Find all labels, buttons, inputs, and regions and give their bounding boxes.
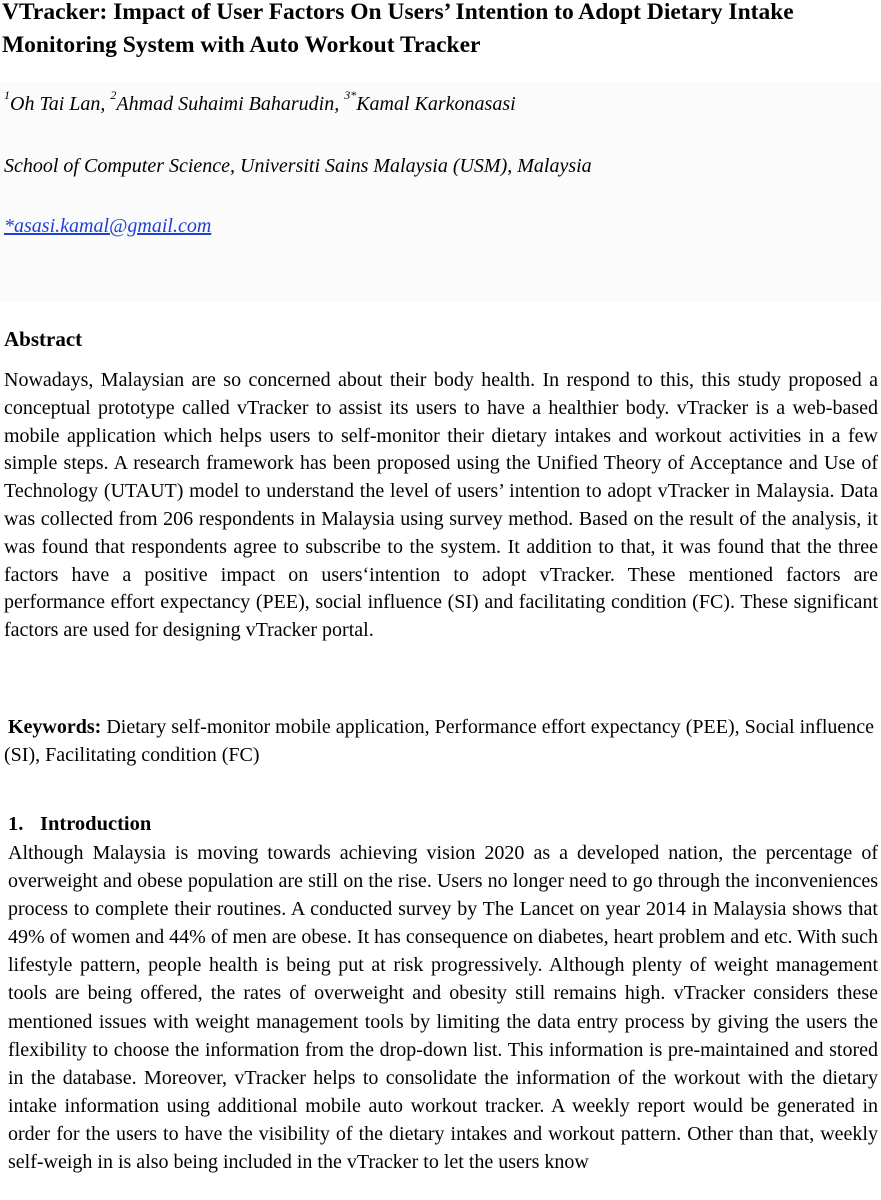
corresponding-email-link[interactable]: *asasi.kamal@gmail.com: [4, 215, 212, 237]
keywords-text: Dietary self-monitor mobile application, Performance effort expectancy (PEE), Social influence (SI), Facilitating condition (FC): [4, 716, 875, 766]
author-1-index: 1: [4, 88, 10, 103]
author-2-name: Ahmad Suhaimi Baharudin,: [116, 93, 345, 115]
author-3-name: Kamal Karkonasasi: [356, 93, 516, 115]
section-title: Introduction: [40, 813, 152, 835]
author-2-index: 2: [110, 88, 117, 103]
paper-title: VTracker: Impact of User Factors On Users’ Intention to Adopt Dietary Intake Monitoring System with Auto Workout Tracker: [2, 0, 794, 58]
author-list: [4, 90, 516, 118]
author-3-index: 3*: [344, 88, 357, 103]
introduction-text: Although Malaysia is moving towards achieving vision 2020 as a developed nation, the percentage of overweight and obese population are still on the rise. Users no longer need to go through the inconveniences process to complete their routines. A conducted survey by The Lancet on year 2014 in Malaysia shows that 49% of women and 44% of men are obese. It has consequence on diabetes, heart problem and etc. With such lifestyle pattern, people health is being put at risk progressively. Although plenty of weight management tools are being offered, the rates of overweight and obesity still remains high. vTracker considers these mentioned issues with weight management tools by limiting the data entry process by giving the users the flexibility to choose the information from the drop-down list. This information is pre-maintained and stored in the database. Moreover, vTracker helps to consolidate the information of the workout with the dietary intake information using additional mobile auto workout tracker. A weekly report would be generated in order for the users to have the visibility of the dietary intakes and workout pattern. Other than that, weekly self-weigh in is also being included in the vTracker to let the users know: [8, 842, 878, 1174]
introduction-heading: [8, 810, 151, 838]
author-1-name: Oh Tai Lan,: [10, 93, 111, 115]
section-number: 1.: [8, 813, 24, 835]
keywords-paragraph: [4, 713, 878, 769]
affiliation: School of Computer Science, Universiti Sains Malaysia (USM), Malaysia: [4, 155, 592, 177]
keywords-label: Keywords:: [8, 716, 102, 738]
abstract-text: Nowadays, Malaysian are so concerned about their body health. In respond to this, this study proposed a conceptual prototype called vTracker to assist its users to have a healthier body. vTracker is a web-based mobile application which helps users to self-monitor their dietary intakes and workout activities in a few simple steps. A research framework has been proposed using the Unified Theory of Acceptance and Use of Technology (UTAUT) model to understand the level of users’ intention to adopt vTracker in Malaysia. Data was collected from 206 respondents in Malaysia using survey method. Based on the result of the analysis, it was found that respondents agree to subscribe to the system. It addition to that, it was found that the three factors have a positive impact on users‘intention to adopt vTracker. These mentioned factors are performance effort expectancy (PEE), social influence (SI) and facilitating condition (FC). These significant factors are used for designing vTracker portal.: [4, 369, 878, 642]
abstract-heading: Abstract: [4, 327, 83, 351]
